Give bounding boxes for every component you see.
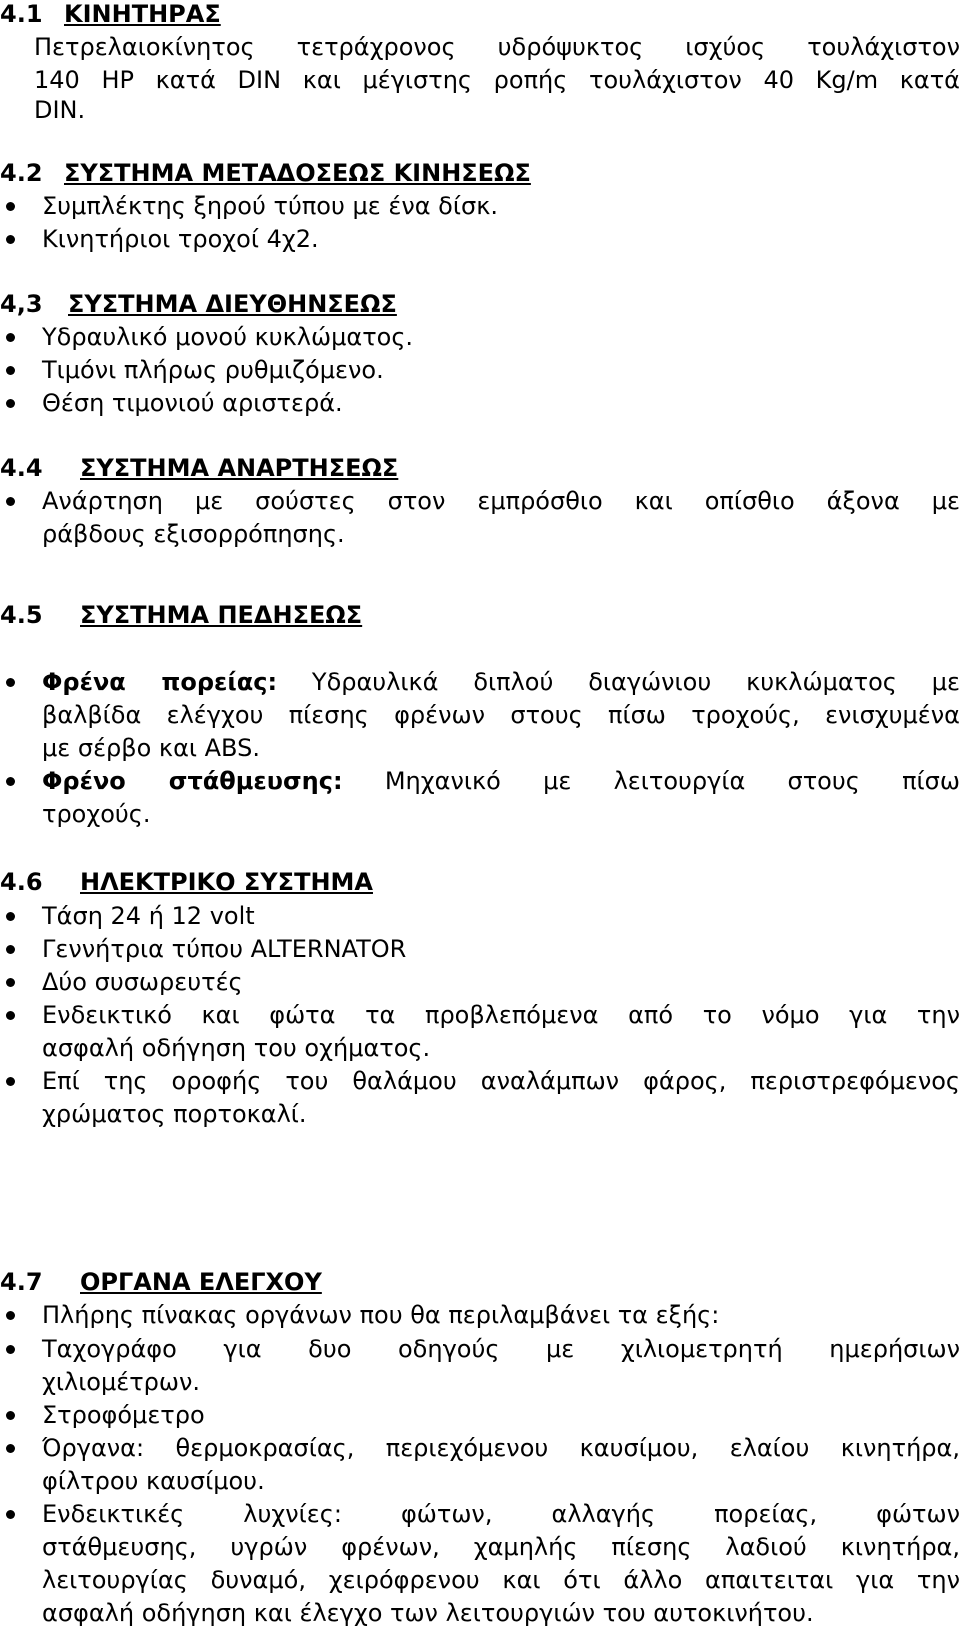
- list-item-continuation: φίλτρου καυσίμου.: [42, 1467, 265, 1495]
- bullet-icon: [6, 1011, 15, 1020]
- paragraph-line: DIN.: [34, 96, 86, 124]
- list-item-continuation: ράβδους εξισορρόπησης.: [42, 520, 345, 548]
- bullet-icon: [6, 1311, 15, 1320]
- section-heading-4-4: [0, 452, 960, 485]
- section-heading-4-1: [0, 0, 960, 31]
- list-item-continuation: με σέρβο και ABS.: [42, 734, 260, 762]
- bullet-icon: [6, 945, 15, 954]
- bullet-icon: [6, 978, 15, 987]
- bullet-icon: [6, 1510, 15, 1519]
- section-number: 4.4: [0, 454, 43, 482]
- list-item-continuation: λειτουργίας δυναμό, χειρόφρενου και ότι άλλο απαιτειται για την: [42, 1566, 960, 1594]
- section-title: ΣΥΣΤΗΜΑ ΜΕΤΑΔΟΣΕΩΣ ΚΙΝΗΣΕΩΣ: [64, 159, 531, 187]
- bullet-icon: [6, 1077, 15, 1086]
- bullet-icon: [6, 912, 15, 921]
- section-title: ΚΙΝΗΤΗΡΑΣ: [64, 0, 221, 28]
- bullet-icon: [6, 235, 15, 244]
- bullet-icon: [6, 1345, 15, 1354]
- item-label: Φρένα πορείας:: [42, 668, 278, 696]
- section-heading-4-5: [0, 599, 960, 632]
- list-item-continuation: χιλιομέτρων.: [42, 1368, 201, 1396]
- section-title: ΣΥΣΤΗΜΑ ΑΝΑΡΤΗΣΕΩΣ: [80, 454, 399, 482]
- section-title: ΣΥΣΤΗΜΑ ΔΙΕΥΘΗΝΣΕΩΣ: [68, 290, 397, 318]
- item-label: Φρένο στάθμευσης:: [42, 767, 343, 795]
- section-number: 4,3: [0, 290, 43, 318]
- section-number: 4.2: [0, 159, 43, 187]
- section-heading-4-2: [0, 157, 960, 190]
- section-number: 4.1: [0, 0, 43, 28]
- list-item-continuation: τροχούς.: [42, 800, 151, 828]
- bullet-icon: [6, 1444, 15, 1453]
- bullet-icon: [6, 366, 15, 375]
- bullet-icon: [6, 333, 15, 342]
- bullet-icon: [6, 202, 15, 211]
- list-item-continuation: στάθμευσης, υγρών φρένων, χαμηλής πίεσης λαδιού κινητήρα,: [42, 1533, 960, 1561]
- section-heading-4-6: [0, 866, 960, 899]
- bullet-icon: [6, 678, 15, 687]
- bullet-icon: [6, 1411, 15, 1420]
- section-number: 4.5: [0, 601, 43, 629]
- list-item-continuation: βαλβίδα ελέγχου πίεσης φρένων στους πίσω τροχούς, ενισχυμένα: [42, 701, 960, 729]
- section-heading-4-3: [0, 288, 960, 321]
- bullet-icon: [6, 399, 15, 408]
- list-item-continuation: χρώματος πορτοκαλί.: [42, 1100, 307, 1128]
- paragraph-line: Πετρελαιοκίνητος τετράχρονος υδρόψυκτος ισχύος τουλάχιστον: [34, 33, 960, 61]
- list-item-continuation: ασφαλή οδήγηση και έλεγχο των λειτουργιών του αυτοκινήτου.: [42, 1599, 814, 1627]
- bullet-icon: [6, 777, 15, 786]
- paragraph-line: 140 HP κατά DIN και μέγιστης ροπής τουλάχιστον 40 Kg/m κατά: [34, 66, 960, 94]
- section-title: ΗΛΕΚΤΡΙΚΟ ΣΥΣΤΗΜΑ: [80, 868, 373, 896]
- bullet-icon: [6, 497, 15, 506]
- section-number: 4.6: [0, 868, 43, 896]
- list-item-continuation: ασφαλή οδήγηση του οχήματος.: [42, 1034, 431, 1062]
- section-number: 4.7: [0, 1268, 43, 1296]
- section-title: ΟΡΓΑΝΑ ΕΛΕΓΧΟΥ: [80, 1268, 322, 1296]
- section-heading-4-7: [0, 1266, 960, 1299]
- section-title: ΣΥΣΤΗΜΑ ΠΕΔΗΣΕΩΣ: [80, 601, 363, 629]
